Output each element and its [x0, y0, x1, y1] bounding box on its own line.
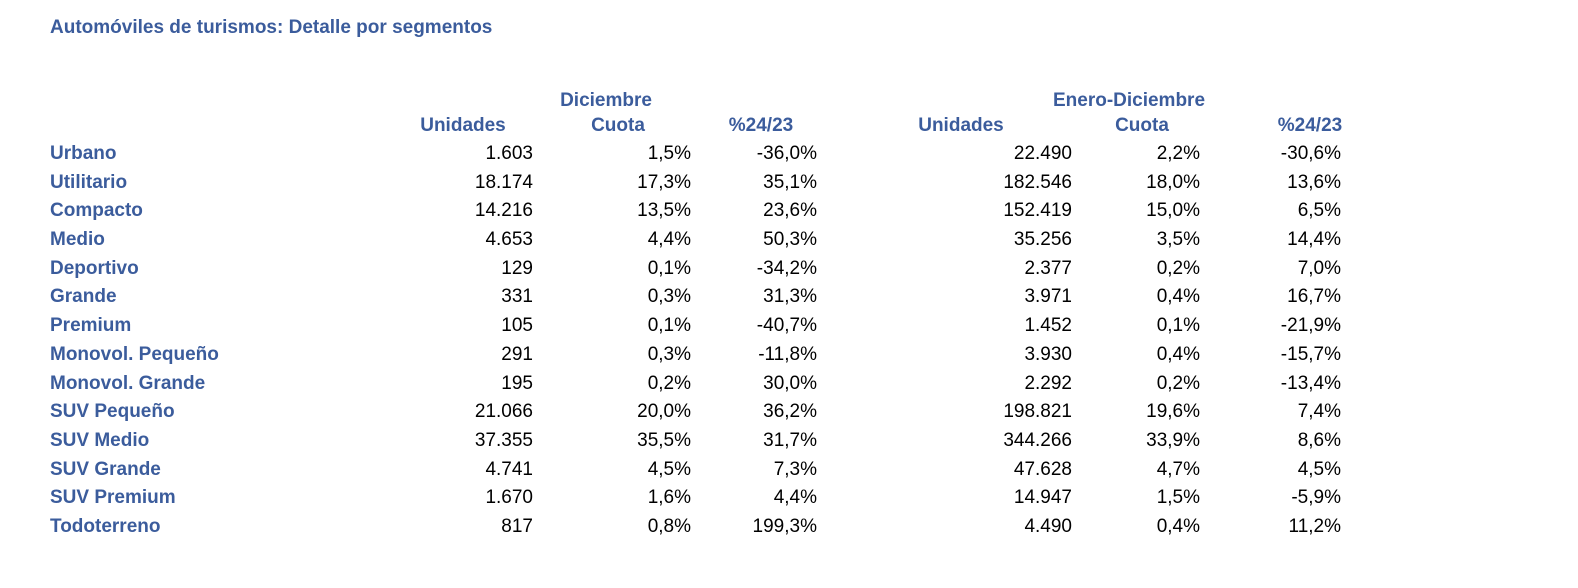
- segment-name: Premium: [50, 315, 132, 337]
- dec-share-cell: 0,1%: [647, 257, 691, 279]
- table-row: [0, 169, 1578, 198]
- dec-share-cell: 20,0%: [637, 401, 691, 423]
- header-ytd-change: %24/23: [1277, 115, 1343, 136]
- ytd-change-cell: -30,6%: [1280, 143, 1341, 164]
- dec-change-cell: 50,3%: [763, 229, 817, 251]
- dec-share-cell: 17,3%: [637, 171, 691, 193]
- segment-name: Deportivo: [50, 257, 139, 279]
- group-label-enero-diciembre: Enero-Diciembre: [1052, 90, 1206, 111]
- dec-share-cell: 0,3%: [647, 343, 691, 365]
- dec-change-cell: 31,7%: [763, 429, 817, 451]
- ytd-units-cell: 2.292: [1024, 372, 1072, 394]
- dec-share-cell: 0,3%: [647, 286, 691, 308]
- dec-units-cell: 291: [501, 343, 533, 365]
- dec-share-cell: 13,5%: [637, 200, 691, 222]
- header-ytd-share: Cuota: [1115, 115, 1169, 136]
- ytd-change-cell: 11,2%: [1288, 515, 1341, 537]
- ytd-units-cell: 2.377: [1024, 257, 1072, 279]
- dec-change-cell: 23,6%: [763, 200, 817, 222]
- dec-units-cell: 129: [501, 257, 533, 279]
- ytd-change-cell: -21,9%: [1280, 315, 1341, 337]
- table-row: [0, 456, 1578, 485]
- dec-units-cell: 1.670: [485, 487, 533, 509]
- dec-change-cell: -36,0%: [756, 143, 817, 164]
- ytd-change-cell: 13,6%: [1287, 171, 1341, 193]
- dec-units-cell: 18.174: [474, 171, 533, 193]
- dec-change-cell: 7,3%: [773, 458, 817, 480]
- ytd-units-cell: 47.628: [1013, 458, 1072, 480]
- table-row: [0, 140, 1578, 169]
- ytd-share-cell: 4,7%: [1156, 458, 1200, 480]
- ytd-share-cell: 15,0%: [1146, 200, 1200, 222]
- segment-name: SUV Grande: [50, 458, 161, 480]
- segment-name: Urbano: [50, 143, 117, 164]
- table-row: [0, 226, 1578, 255]
- ytd-share-cell: 1,5%: [1156, 487, 1200, 509]
- dec-units-cell: 37.355: [474, 429, 533, 451]
- dec-units-cell: 4.741: [485, 458, 533, 480]
- segment-name: Monovol. Pequeño: [50, 343, 219, 365]
- table-row: [0, 255, 1578, 284]
- dec-share-cell: 1,6%: [647, 487, 691, 509]
- segment-name: Compacto: [50, 200, 143, 222]
- dec-change-cell: 31,3%: [763, 286, 817, 308]
- table-row: [0, 484, 1578, 513]
- table-row: [0, 513, 1578, 542]
- header-dec-change: %24/23: [728, 115, 794, 136]
- ytd-change-cell: 6,5%: [1297, 200, 1341, 222]
- dec-units-cell: 817: [501, 515, 533, 537]
- ytd-units-cell: 14.947: [1013, 487, 1072, 509]
- ytd-units-cell: 3.930: [1024, 343, 1072, 365]
- ytd-share-cell: 18,0%: [1146, 171, 1200, 193]
- dec-share-cell: 4,4%: [647, 229, 691, 251]
- dec-change-cell: 30,0%: [763, 372, 817, 394]
- dec-units-cell: 195: [501, 372, 533, 394]
- segment-name: SUV Premium: [50, 487, 176, 509]
- segment-name: Grande: [50, 286, 117, 308]
- segment-name: Medio: [50, 229, 105, 251]
- page-title: Automóviles de turismos: Detalle por segmentos: [50, 17, 493, 38]
- header-dec-share: Cuota: [591, 115, 645, 136]
- ytd-change-cell: 7,0%: [1297, 257, 1341, 279]
- dec-units-cell: 331: [501, 286, 533, 308]
- ytd-units-cell: 198.821: [1003, 401, 1072, 423]
- table-row: [0, 341, 1578, 370]
- dec-share-cell: 35,5%: [637, 429, 691, 451]
- ytd-change-cell: 7,4%: [1297, 401, 1341, 423]
- ytd-units-cell: 22.490: [1013, 143, 1072, 164]
- ytd-change-cell: 4,5%: [1297, 458, 1341, 480]
- dec-change-cell: 35,1%: [763, 171, 817, 193]
- table-row: [0, 312, 1578, 341]
- ytd-change-cell: -15,7%: [1280, 343, 1341, 365]
- ytd-share-cell: 0,4%: [1156, 343, 1200, 365]
- ytd-units-cell: 182.546: [1003, 171, 1072, 193]
- ytd-change-cell: -5,9%: [1291, 487, 1341, 509]
- group-label-diciembre: Diciembre: [560, 90, 652, 111]
- dec-share-cell: 4,5%: [647, 458, 691, 480]
- ytd-share-cell: 0,4%: [1156, 286, 1200, 308]
- table-row: [0, 370, 1578, 399]
- ytd-share-cell: 33,9%: [1146, 429, 1200, 451]
- segment-name: SUV Medio: [50, 429, 150, 451]
- dec-share-cell: 0,2%: [647, 372, 691, 394]
- ytd-share-cell: 3,5%: [1156, 229, 1200, 251]
- segment-name: Utilitario: [50, 171, 128, 193]
- dec-change-cell: 4,4%: [773, 487, 817, 509]
- table-row: [0, 398, 1578, 427]
- segments-table: [0, 140, 1578, 542]
- table-row: [0, 197, 1578, 226]
- ytd-change-cell: 16,7%: [1287, 286, 1341, 308]
- ytd-share-cell: 0,4%: [1156, 515, 1200, 537]
- dec-units-cell: 21.066: [474, 401, 533, 423]
- ytd-share-cell: 0,2%: [1156, 257, 1200, 279]
- ytd-change-cell: 8,6%: [1297, 429, 1341, 451]
- dec-share-cell: 0,1%: [647, 315, 691, 337]
- dec-change-cell: -34,2%: [756, 257, 817, 279]
- dec-change-cell: -40,7%: [756, 315, 817, 337]
- table-row: [0, 283, 1578, 312]
- header-ytd-units: Unidades: [918, 115, 1004, 136]
- ytd-units-cell: 344.266: [1003, 429, 1072, 451]
- dec-share-cell: 0,8%: [647, 515, 691, 537]
- ytd-units-cell: 152.419: [1003, 200, 1072, 222]
- segment-name: SUV Pequeño: [50, 401, 175, 423]
- dec-change-cell: -11,8%: [758, 343, 817, 365]
- ytd-change-cell: -13,4%: [1280, 372, 1341, 394]
- dec-units-cell: 4.653: [485, 229, 533, 251]
- ytd-share-cell: 0,1%: [1156, 315, 1200, 337]
- header-dec-units: Unidades: [420, 115, 506, 136]
- dec-change-cell: 199,3%: [752, 515, 817, 537]
- dec-change-cell: 36,2%: [763, 401, 817, 423]
- ytd-units-cell: 3.971: [1024, 286, 1072, 308]
- ytd-units-cell: 1.452: [1024, 315, 1072, 337]
- dec-units-cell: 1.603: [485, 143, 533, 164]
- dec-units-cell: 14.216: [474, 200, 533, 222]
- segment-name: Monovol. Grande: [50, 372, 206, 394]
- ytd-change-cell: 14,4%: [1287, 229, 1341, 251]
- table-row: [0, 427, 1578, 456]
- ytd-share-cell: 2,2%: [1156, 143, 1200, 164]
- ytd-share-cell: 0,2%: [1156, 372, 1200, 394]
- ytd-units-cell: 35.256: [1013, 229, 1072, 251]
- segment-name: Todoterreno: [50, 515, 161, 537]
- dec-units-cell: 105: [501, 315, 533, 337]
- dec-share-cell: 1,5%: [647, 143, 691, 164]
- ytd-units-cell: 4.490: [1024, 515, 1072, 537]
- ytd-share-cell: 19,6%: [1146, 401, 1200, 423]
